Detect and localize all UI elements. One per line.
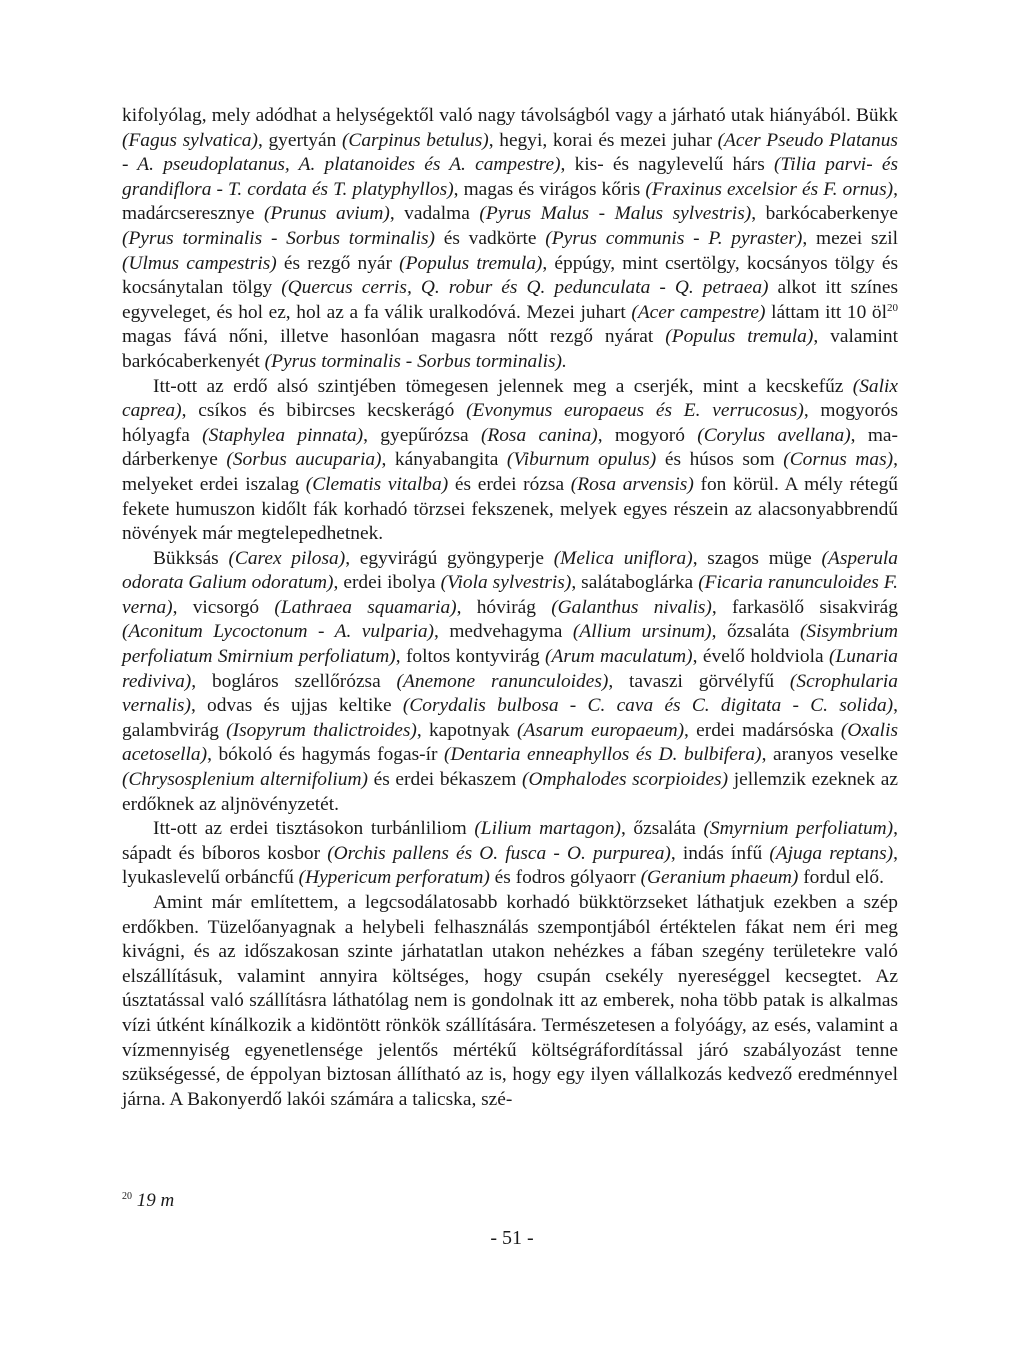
latin-name: (Fagus sylvatica) — [122, 129, 258, 151]
latin-name: (Staphylea pinnata) — [202, 424, 364, 446]
text-run: jellemzik ezeknek az erdőknek az aljnövényzetét. — [122, 769, 898, 815]
text-run: , őzsaláta — [620, 818, 704, 840]
text-run: alkot itt színes egyveleget, és hol ez, hol az a fa válik uralkodóvá. Mezei juhart — [122, 277, 898, 323]
latin-name: (Aconitum Lycoctonum - A. vulparia) — [122, 621, 434, 643]
latin-name: (Carpinus betulus) — [341, 129, 489, 151]
footnote-text: 19 m — [136, 1190, 175, 1211]
text-run: , vicsorgó — [172, 596, 275, 618]
text-run: , madárcseresznye — [122, 178, 898, 225]
text-run: és erdei békaszem — [367, 769, 523, 791]
latin-name: (Salix caprea) — [122, 375, 898, 422]
text-run: , bókoló és hagymás fogas-ír — [207, 744, 444, 766]
body-text — [122, 104, 898, 1112]
text-run: , erdei ibolya — [333, 572, 441, 594]
text-run: , barkócaberkenye — [751, 203, 898, 225]
latin-name: (Pyrus torminalis - Sorbus torminalis). — [264, 350, 567, 372]
text-run: , galambvirág — [122, 695, 898, 741]
paragraph — [122, 375, 898, 547]
latin-name: (Acer campestre) — [631, 301, 766, 323]
text-run: , erdei madársóska — [684, 719, 841, 741]
text-run: és vadkörte — [435, 227, 546, 249]
text-run: , kapotnyak — [416, 719, 518, 741]
text-run: , indás ínfű — [670, 842, 770, 864]
latin-name: (Isopyrum thalictroides) — [226, 719, 417, 741]
text-run: , aranyos veselke — [761, 744, 898, 766]
paragraph — [122, 547, 898, 818]
text-run: láttam itt 10 öl — [765, 301, 888, 323]
text-run: , lyukaslevelű orbáncfű — [122, 842, 898, 889]
latin-name: (Allium ursinum) — [572, 621, 712, 643]
latin-name: (Populus tremula) — [399, 252, 543, 274]
text-run: , mogyorós hólyagfa — [122, 400, 898, 446]
latin-name: (Rosa arvensis) — [570, 473, 694, 495]
latin-name: (Oxalis acetosella) — [122, 719, 899, 766]
latin-name: (Hypericum perforatum) — [298, 867, 490, 889]
latin-name: (Lathraea squamaria) — [274, 596, 457, 618]
paragraph — [122, 104, 898, 375]
latin-name: (Melica uniflora) — [553, 547, 693, 569]
text-run: , gyepűrózsa — [363, 424, 481, 446]
latin-name: (Ficaria ranunculoides F. verna) — [122, 572, 898, 618]
latin-name: (Ulmus campestris) — [122, 252, 277, 274]
text-run: , hóvirág — [456, 596, 552, 618]
text-run: , magas és virágos kőris — [453, 178, 646, 200]
text-run: , egyvirágú gyöngyperje — [345, 547, 554, 569]
text-run: , farkasölő sisakvirág — [711, 596, 898, 618]
latin-name: (Corylus avellana) — [697, 424, 851, 446]
latin-name: (Evonymus europaeus és E. verrucosus) — [466, 400, 804, 422]
latin-name: (Pyrus Malus - Malus sylvestris) — [479, 203, 752, 225]
latin-name: (Populus tremula) — [665, 326, 814, 348]
latin-name: (Sisymbrium perfoliatum Smirnium perfoliatum) — [122, 621, 898, 668]
latin-name: (Arum maculatum) — [545, 646, 693, 668]
text-run: , salátaboglárka — [571, 572, 699, 594]
latin-name: (Smyrnium perfoliatum) — [703, 818, 894, 840]
text-run: és fodros gólyaorr — [489, 867, 641, 889]
text-run: , madárberkenye — [122, 424, 899, 471]
paragraph — [122, 891, 898, 1112]
latin-name: (Galanthus nivalis) — [551, 596, 712, 618]
footnote-number: 20 — [122, 1191, 132, 1202]
latin-name: (Tilia parvi- és grandiflora - T. cordata és T. platyphyllos) — [122, 154, 899, 200]
footnote-reference: 20 — [887, 301, 899, 314]
text-run: , gyertyán — [257, 129, 342, 151]
text-run: , sápadt és bíboros kosbor — [122, 818, 898, 864]
latin-name: (Asperula odorata Galium odoratum) — [122, 547, 898, 594]
latin-name: (Carex pilosa) — [228, 547, 346, 569]
latin-name: (Acer Pseudo Platanus - A. pseudoplatanus, A. platanoides és A. campestre) — [122, 129, 898, 176]
text-run: kifolyólag, mely adódhat a helységektől való nagy távolságból vagy a járható utak hiányából. Bükk — [122, 105, 898, 126]
latin-name: (Ajuga reptans) — [769, 842, 894, 864]
text-run: fordul elő. — [798, 867, 884, 889]
text-run: , valamint barkócaberkenyét — [122, 326, 898, 372]
latin-name: (Anemone ranunculoides) — [396, 670, 609, 692]
text-run: , foltos kontyvirág — [395, 646, 546, 668]
text-run: , tavaszi görvélyfű — [608, 670, 790, 692]
paragraph — [122, 817, 898, 891]
latin-name: (Orchis pallens és O. fusca - O. purpurea) — [327, 842, 671, 864]
latin-name: (Geranium phaeum) — [640, 867, 799, 889]
text-run: , csíkos és bibircses kecskerágó — [181, 400, 467, 422]
latin-name: (Sorbus aucuparia) — [226, 449, 382, 471]
text-run: , mogyoró — [597, 424, 698, 446]
latin-name: (Rosa canina) — [480, 424, 598, 446]
latin-name: (Chrysosplenium alternifolium) — [122, 769, 368, 791]
latin-name: (Scrophularia vernalis) — [122, 670, 898, 717]
latin-name: (Lilium martagon) — [474, 818, 621, 840]
text-run: és húsos som — [656, 449, 784, 471]
latin-name: (Corydalis bulbosa - C. cava és C. digitata - C. solida) — [402, 695, 894, 717]
text-run: , évelő holdviola — [692, 646, 830, 668]
latin-name: (Viburnum opulus) — [506, 449, 657, 471]
text-run: , bogláros szellőrózsa — [191, 670, 397, 692]
text-run: , vadalma — [389, 203, 480, 225]
latin-name: (Pyrus torminalis - Sorbus torminalis) — [122, 227, 435, 249]
text-run: Itt-ott az erdei tisztásokon turbánliliom — [153, 818, 475, 840]
text-run: , odvas és ujjas keltike — [190, 695, 403, 717]
latin-name: (Fraxinus excelsior és F. ornus) — [645, 178, 894, 200]
footnote — [122, 1190, 174, 1212]
text-run: , kis- és nagylevelű hárs — [560, 154, 775, 176]
text-run: magas fává nőni, illetve hasonlóan magasra nőtt rezgő nyárat — [122, 326, 666, 348]
text-run: , melyeket erdei iszalag — [122, 449, 898, 495]
latin-name: (Lunaria rediviva) — [122, 646, 898, 692]
latin-name: (Viola sylvestris) — [440, 572, 572, 594]
text-run: , szagos müge — [692, 547, 822, 569]
text-run: , őzsaláta — [711, 621, 800, 643]
text-run: , mezei szil — [802, 227, 898, 249]
latin-name: (Asarum europaeum) — [517, 719, 685, 741]
latin-name: (Pyrus communis - P. pyraster) — [545, 227, 803, 249]
latin-name: (Clematis vitalba) — [305, 473, 449, 495]
text-run: , éppúgy, mint csertölgy, kocsányos tölgy és kocsánytalan tölgy — [122, 252, 898, 299]
text-run: Bükksás — [153, 547, 229, 569]
latin-name: (Cornus mas) — [783, 449, 894, 471]
text-run: Itt-ott az erdő alsó szintjében tömegesen jelennek meg a cserjék, mint a kecskefűz — [153, 375, 853, 397]
text-run: , kányabangita — [381, 449, 507, 471]
text-run: , medvehagyma — [433, 621, 573, 643]
latin-name: (Dentaria enneaphyllos és D. bulbifera) — [443, 744, 762, 766]
text-run: és erdei rózsa — [448, 473, 571, 495]
text-run: Amint már említettem, a legcsodálatosabb korhadó bükktörzseket láthatjuk ezekben a szép erdőkben. Tüzelőanyagnak a helybeli felhasználás szempontjából értéktelen fákat nem éri meg kivágni, és az időszakosan szinte járhatatlan utakon nehézkes a fában szegény területekre való elszállításuk, valamint annyira költséges, hogy csupán csekély nyereséggel kecsegtet. Az úsztatással való szállításra láthatólag nem is gondolnak itt az emberek, noha több patak is alkalmas vízi útként kínálkozik a kidöntött rönkök szállítására. Természetesen a folyóágy, az esés, valamint a vízmennyiség egyenetlensége jelentős mértékű költségráfordítással járó szabályozást tenne szükségessé, de éppolyan biztosan állítható az is, hogy egy ilyen vállalkozás kedvező eredménnyel járna. A Bakonyerdő lakói számára a talicska, szé- — [122, 892, 898, 1110]
text-run: fon körül. A mély rétegű fekete humuszon kidőlt fák korhadó törzsei fekszenek, melyek egyes részein az alacsonyabbrendű növények már megtelepedhetnek. — [122, 473, 898, 545]
latin-name: (Prunus avium) — [263, 203, 390, 225]
latin-name: (Omphalodes scorpioides) — [522, 769, 729, 791]
page-number: - 51 - — [490, 1227, 534, 1249]
latin-name: (Quercus cerris, Q. robur és Q. pedunculata - Q. petraea) — [281, 277, 769, 299]
text-run: és rezgő nyár — [276, 252, 400, 274]
text-run: , hegyi, korai és mezei juhar — [488, 129, 718, 151]
